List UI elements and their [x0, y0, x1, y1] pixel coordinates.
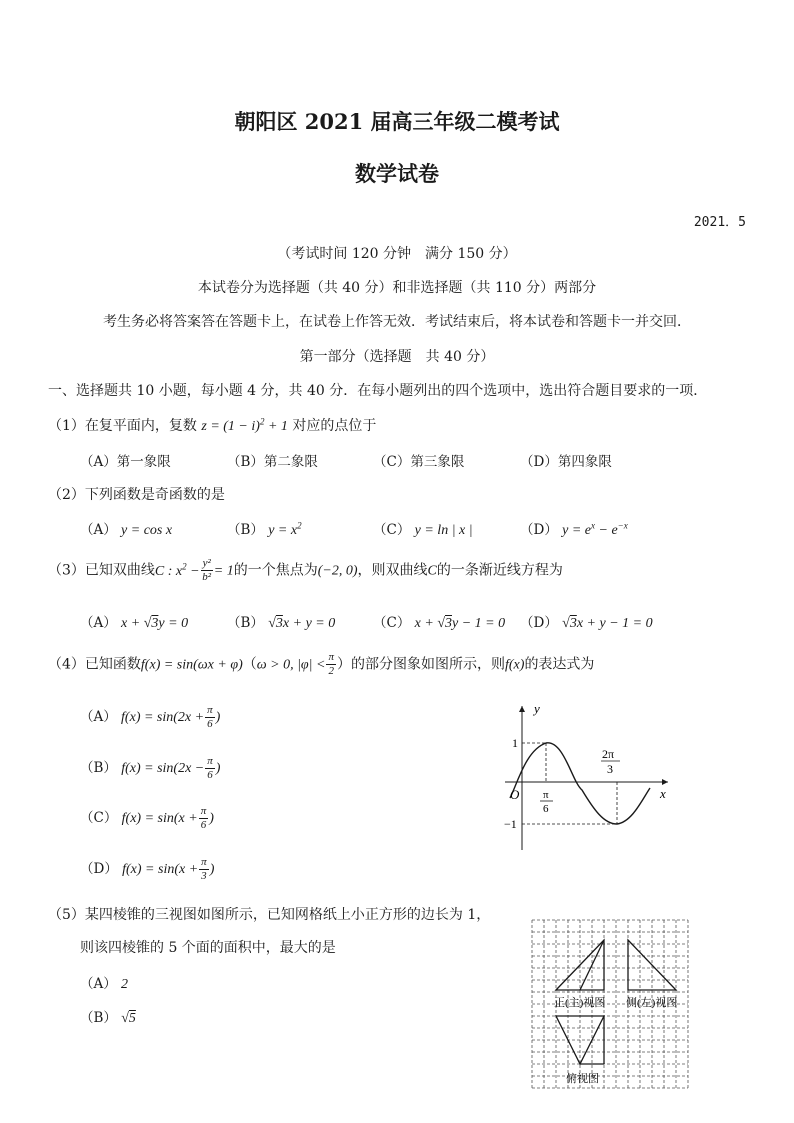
tick-pi6-den: 6: [543, 803, 549, 815]
option-c: （C） y = ln | x |: [373, 522, 473, 538]
option-b: （B） $y = x^2$: [227, 520, 302, 538]
side-view-label: 侧(左)视图: [626, 997, 678, 1009]
origin-label: O: [510, 787, 520, 802]
exam-subtitle: 数学试卷: [355, 161, 439, 186]
option-b: （B） √5: [80, 1010, 136, 1026]
option-c: （C）第三象限: [373, 454, 465, 470]
tick-2pi3-den: 3: [607, 762, 613, 776]
notice: 考生务必将答案答在答题卡上，在试卷上作答无效．考试结束后，将本试卷和答题卡一并交回．: [103, 314, 691, 330]
tick-pi6-num: π: [543, 789, 549, 801]
option-a: （A）第一象限: [80, 454, 171, 470]
question-5-stem: （5）某四棱锥的三视图如图所示，已知网格纸上小正方形的边长为 1，: [48, 907, 491, 923]
option-c: （C） x + √3y − 1 = 0: [373, 615, 506, 631]
option-a: （A） y = cos x: [80, 522, 173, 538]
section-title: 第一部分（选择题 共 40 分）: [299, 349, 495, 365]
tick-one: 1: [512, 736, 518, 750]
question-number: （3）: [48, 562, 85, 579]
option-a: （A） 2: [80, 976, 129, 992]
option-d: （D）第四象限: [520, 454, 612, 470]
section-instruction: 一、选择题共 10 小题，每小题 4 分，共 40 分．在每小题列出的四个选项中，选出符合题目要求的一项．: [48, 383, 708, 399]
x-label: x: [660, 786, 666, 801]
option-d: （D） $y = e^x - e^{-x}$: [520, 520, 628, 538]
question-5-stem-line2: 则该四棱锥的 5 个面的面积中，最大的是: [80, 940, 336, 956]
top-view-label: 俯视图: [566, 1073, 599, 1085]
option-b: （B）第二象限: [227, 454, 318, 470]
tick-2pi3-num: 2π: [602, 747, 615, 761]
complex-expression: $z = (1 - i)^2 + 1$: [201, 416, 288, 434]
tick-neg-one: −1: [504, 817, 517, 831]
sine-graph: [500, 700, 680, 855]
question-3-stem: （3）已知双曲线C : $x^2$ − $\frac{\text{y²}}{\text{b²}}$ = 1的一个焦点为(−2, 0)，则双曲线C的一条渐近线方程为: [48, 557, 563, 583]
sine-curve: [510, 743, 650, 824]
question-number: （1）: [48, 418, 85, 434]
question-number: （2）: [48, 487, 85, 503]
option-b: （B） √3x + y = 0: [227, 615, 336, 631]
front-view-label: 正(主)视图: [554, 997, 606, 1009]
y-label: y: [534, 701, 540, 716]
time-info: （考试时间 120 分钟 满分 150 分）: [277, 246, 517, 262]
fraction: $\frac{\text{y²}}{\text{b²}}$: [202, 557, 212, 583]
question-1-stem: （1）在复平面内，复数 $z = (1 - i)^2 + 1$ 对应的点位于: [48, 416, 377, 434]
option-a: （A） f(x) = sin(2x + $\frac{\pi}{6}$ ): [80, 704, 221, 730]
option-c: （C） f(x) = sin(x + $\frac{\pi}{6}$ ): [80, 805, 214, 831]
question-number: （5）: [48, 907, 85, 923]
option-d: （D） f(x) = sin(x + $\frac{\pi}{3}$ ): [80, 856, 215, 882]
question-number: （4）: [48, 656, 85, 673]
question-4-stem: （4）已知函数f(x) = sin(ωx + φ)（ω > 0, |φ| < $\frac{\pi}{2}$ ）的部分图象如图所示，则f(x)的表达式为: [48, 651, 595, 677]
option-b: （B） f(x) = sin(2x − $\frac{\pi}{6}$ ): [80, 755, 221, 781]
exam-title: 朝阳区 2021 届高三年级二模考试: [234, 109, 560, 134]
option-d: （D） √3x + y − 1 = 0: [520, 615, 653, 631]
three-view-figure: [530, 918, 694, 1092]
option-a: （A） x + √3y = 0: [80, 615, 189, 631]
question-2-stem: （2）下列函数是奇函数的是: [48, 487, 225, 503]
parts-info: 本试卷分为选择题（共 40 分）和非选择题（共 110 分）两部分: [197, 280, 597, 296]
exam-date: 2021．5: [693, 215, 746, 230]
